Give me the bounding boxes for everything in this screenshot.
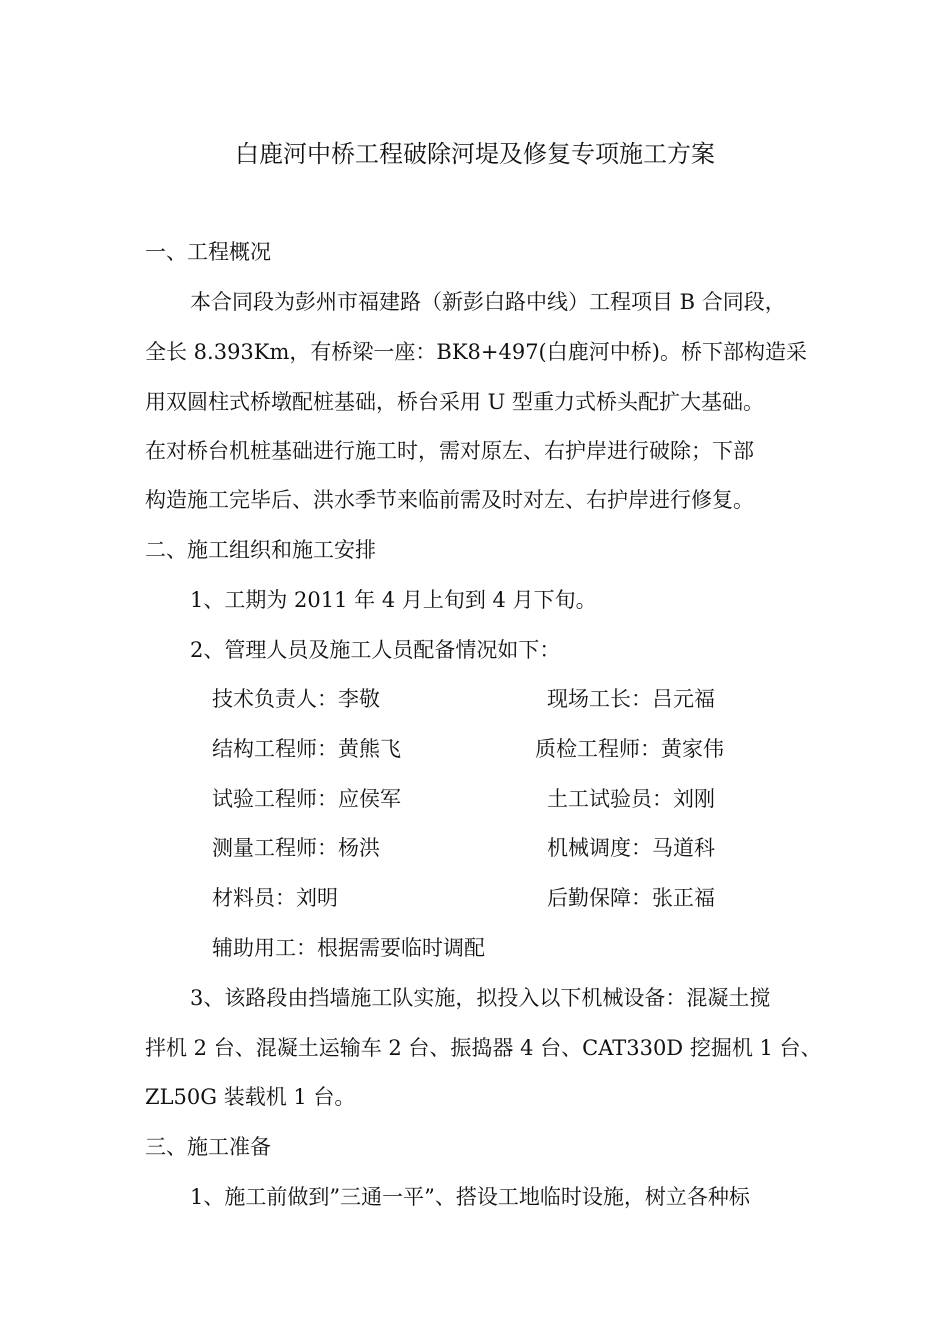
staff-row: [0, 735, 950, 763]
equipment-line: 3、该路段由挡墙施工队实施，拟投入以下机械设备：混凝土搅: [190, 986, 771, 1010]
staff-role-left: 技术负责人：李敬: [212, 687, 380, 711]
staff-row: [0, 834, 950, 862]
section1-heading: 一、工程概况: [145, 240, 271, 264]
section1-paragraph-line: 全长 8.393Km，有桥梁一座：BK8+497(白鹿河中桥)。桥下部构造采: [145, 340, 807, 364]
section1-paragraph-line: 本合同段为彭州市福建路（新彭白路中线）工程项目 B 合同段，: [190, 290, 786, 314]
section1-paragraph-line: 在对桥台机桩基础进行施工时，需对原左、右护岸进行破除；下部: [145, 439, 754, 463]
staff-row: [0, 685, 950, 713]
staff-role-left: 结构工程师：黄熊飞: [212, 737, 401, 761]
section2-heading: 二、施工组织和施工安排: [145, 538, 376, 562]
staff-role-left: 材料员：刘明: [212, 886, 338, 910]
document-title: 白鹿河中桥工程破除河堤及修复专项施工方案: [235, 140, 715, 168]
section3-heading: 三、施工准备: [145, 1135, 271, 1159]
equipment-line: ZL50G 装载机 1 台。: [145, 1085, 356, 1109]
preparation-item: 1、施工前做到”三通一平”、搭设工地临时设施，树立各种标: [190, 1185, 750, 1209]
staff-role-right: 土工试验员：刘刚: [547, 787, 715, 811]
staff-role-right: 后勤保障：张正福: [547, 886, 715, 910]
staff-row: [0, 884, 950, 912]
staff-role-right: 现场工长：吕元福: [547, 687, 715, 711]
staff-row: [0, 785, 950, 813]
section1-paragraph-line: 构造施工完毕后、洪水季节来临前需及时对左、右护岸进行修复。: [145, 488, 754, 512]
staff-role-right: 机械调度：马道科: [547, 836, 715, 860]
staff-role-left: 试验工程师：应侯军: [212, 787, 401, 811]
equipment-line: 拌机 2 台、混凝土运输车 2 台、振捣器 4 台、CAT330D 挖掘机 1 台、: [145, 1036, 822, 1060]
staffing-item: 2、管理人员及施工人员配备情况如下：: [190, 638, 561, 662]
staff-role-right: 质检工程师：黄家伟: [535, 737, 724, 761]
auxiliary-labor: 辅助用工：根据需要临时调配: [212, 936, 485, 960]
staff-role-left: 测量工程师：杨洪: [212, 836, 380, 860]
section1-paragraph-line: 用双圆柱式桥墩配桩基础，桥台采用 U 型重力式桥头配扩大基础。: [145, 390, 765, 414]
schedule-item: 1、工期为 2011 年 4 月上旬到 4 月下旬。: [190, 588, 597, 612]
